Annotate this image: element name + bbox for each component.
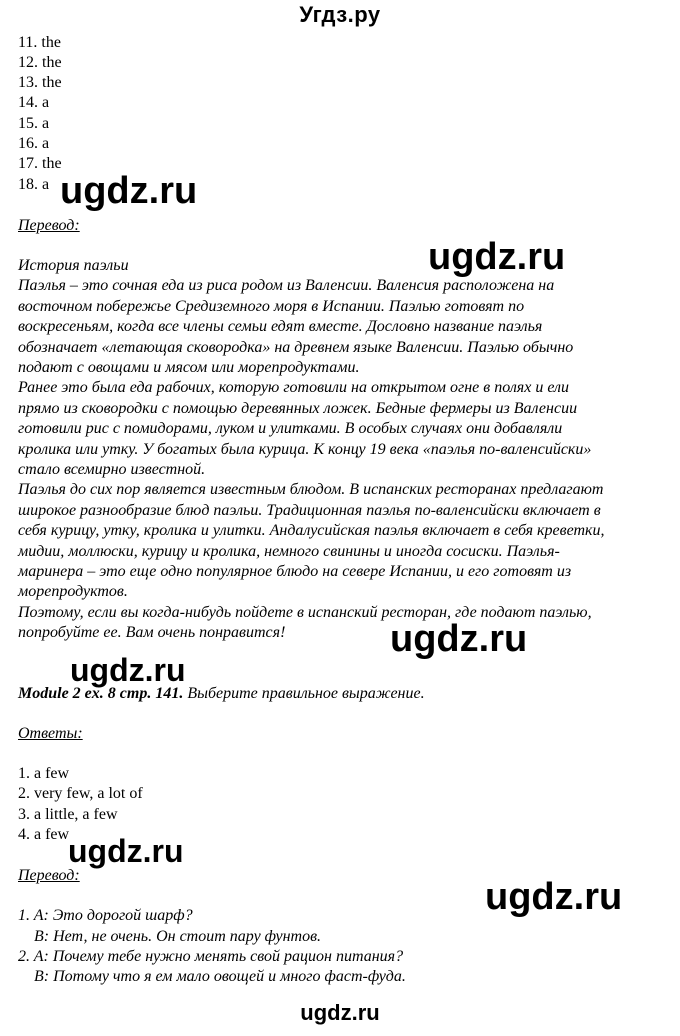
text-line: B: Нет, не очень. Он стоит пару фунтов. — [18, 928, 322, 945]
text-line: История паэльи — [18, 257, 129, 274]
text-line: обозначает «летающая сковородка» на древнем языке Валенсии. Паэлью обычно — [18, 339, 574, 356]
text-line: морепродуктов. — [18, 583, 128, 600]
list-item: 15. a — [18, 115, 50, 132]
watermark: ugdz.ru — [485, 876, 623, 918]
text-line: стало всемирно известной. — [18, 461, 206, 478]
list-item: 1. a few — [18, 765, 70, 782]
text-line: готовили рис с помидорами, луком и улитками. В особых случаях они добавляли — [18, 420, 563, 437]
footer-site: ugdz.ru — [300, 1000, 380, 1025]
list-item: 14. a — [18, 94, 50, 111]
watermark: ugdz.ru — [390, 618, 528, 660]
text-line: мидии, моллюски, курицу и кролика, немного свинины и иногда сосиски. Паэлья- — [18, 543, 560, 560]
text-line: 1. A: Это дорогой шарф? — [18, 907, 193, 924]
text-line: B: Потому что я ем мало овощей и много фаст-фуда. — [18, 968, 406, 985]
answers-heading: Ответы: — [18, 725, 83, 742]
list-item: 3. a little, a few — [18, 806, 118, 823]
text-line: маринера – это еще одно популярное блюдо на севере Испании, и его готовят из — [18, 563, 572, 580]
list-item: 16. a — [18, 135, 50, 152]
list-item: 2. very few, a lot of — [18, 785, 143, 802]
site-title: Угдз.ру — [299, 2, 381, 27]
text-line: широкое разнообразие блюд паэльи. Традиционная паэлья по-валенсийски включает в — [18, 502, 601, 519]
watermark: ugdz.ru — [70, 652, 186, 688]
text-line: попробуйте ее. Вам очень понравится! — [18, 624, 286, 641]
text-line: кролика или утку. У богатых была курица. К концу 19 века «паэлья по-валенсийски» — [18, 441, 592, 458]
text-line: Поэтому, если вы когда-нибудь пойдете в испанский ресторан, где подают паэлью, — [18, 604, 592, 621]
list-item: 18. a — [18, 176, 50, 193]
text-line: 2. A: Почему тебе нужно менять свой рацион питания? — [18, 948, 404, 965]
list-item: 11. the — [18, 34, 61, 51]
watermark: ugdz.ru — [60, 170, 198, 212]
text-line: воскресеньям, когда все члены семьи едят вместе. Дословно название паэлья — [18, 318, 543, 335]
text-line: прямо из сковородки с помощью деревянных ложек. Бедные фермеры из Валенсии — [18, 400, 578, 417]
list-item: 17. the — [18, 155, 62, 172]
text-line: восточном побережье Средиземного моря в Испании. Паэлью готовят по — [18, 298, 525, 315]
text-line: Ранее это была еда рабочих, которую готовили на открытом огне в полях и ели — [18, 379, 570, 396]
text-line: подают с овощами и мясом или морепродуктами. — [18, 359, 360, 376]
watermark: ugdz.ru — [68, 833, 184, 869]
list-item: 12. the — [18, 54, 62, 71]
translation-heading: Перевод: — [18, 867, 80, 884]
text-line: Паэлья до сих пор является известным блюдом. В испанских ресторанах предлагают — [18, 481, 604, 498]
text-line: себя курицу, утку, кролика и улитки. Андалусийская паэлья включает в себя креветки, — [18, 522, 605, 539]
translation-heading: Перевод: — [18, 217, 80, 234]
text-line: Паэлья – это сочная еда из риса родом из Валенсии. Валенсия расположена на — [18, 277, 555, 294]
task-ref: Module 2 ex. 8 стр. 141. — [18, 685, 184, 702]
list-item: 4. a few — [18, 826, 70, 843]
list-item: 13. the — [18, 74, 62, 91]
watermark: ugdz.ru — [428, 236, 566, 278]
task-instruction: Выберите правильное выражение. — [183, 685, 425, 702]
